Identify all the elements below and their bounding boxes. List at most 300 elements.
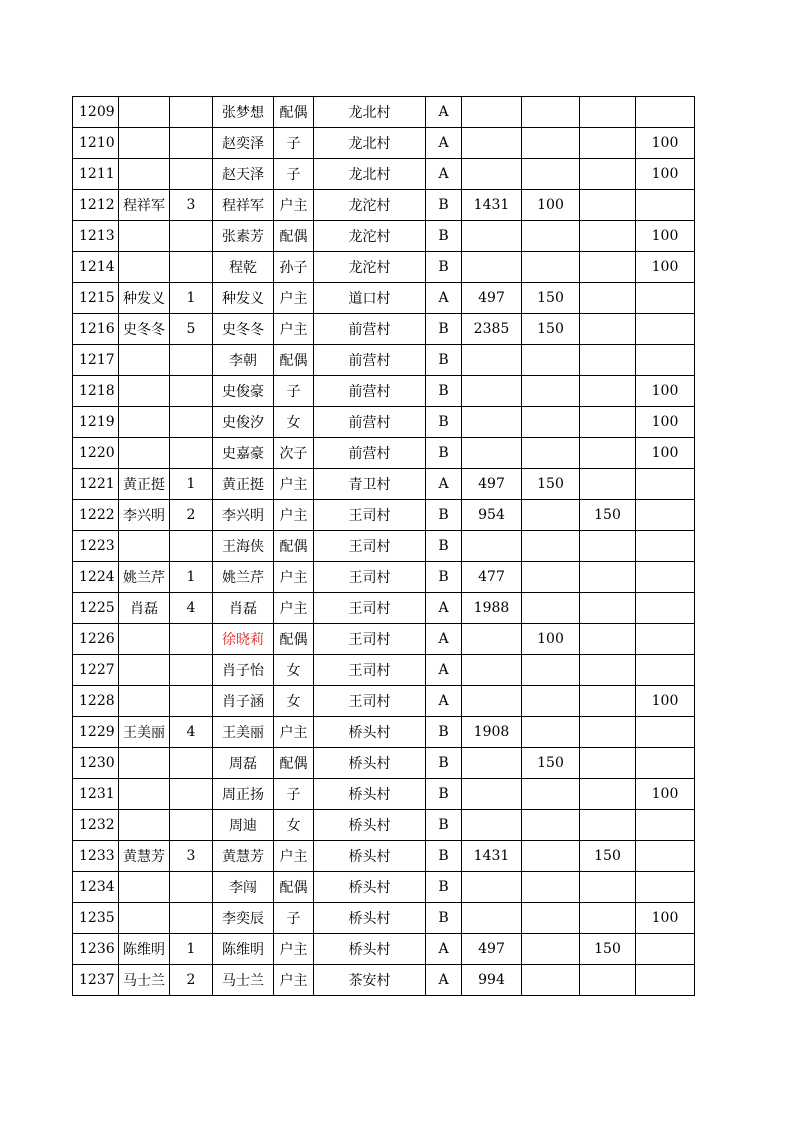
amount-1-cell (462, 221, 522, 252)
grade-cell: B (426, 562, 462, 593)
table-row (73, 345, 695, 376)
village-cell: 桥头村 (314, 717, 426, 748)
amount-1-cell: 477 (462, 562, 522, 593)
village-cell: 龙北村 (314, 97, 426, 128)
village-cell: 龙沱村 (314, 221, 426, 252)
grade-cell: B (426, 779, 462, 810)
table-row (73, 810, 695, 841)
relationship-cell: 户主 (274, 717, 314, 748)
village-cell: 龙沱村 (314, 190, 426, 221)
household-head-cell (119, 438, 170, 469)
amount-2-cell (522, 686, 580, 717)
amount-2-cell (522, 407, 580, 438)
row-number-cell: 1222 (73, 500, 119, 531)
relationship-cell: 配偶 (274, 97, 314, 128)
village-cell: 王司村 (314, 562, 426, 593)
amount-4-cell: 100 (636, 221, 695, 252)
household-size-cell: 1 (170, 934, 213, 965)
row-number-cell: 1216 (73, 314, 119, 345)
amount-3-cell (580, 469, 636, 500)
household-size-cell: 3 (170, 190, 213, 221)
amount-3-cell (580, 407, 636, 438)
amount-3-cell: 150 (580, 500, 636, 531)
household-size-cell: 1 (170, 469, 213, 500)
amount-4-cell: 100 (636, 376, 695, 407)
household-size-cell (170, 903, 213, 934)
member-name-cell: 肖磊 (213, 593, 274, 624)
amount-1-cell (462, 748, 522, 779)
relationship-cell: 配偶 (274, 531, 314, 562)
grade-cell: B (426, 748, 462, 779)
amount-4-cell (636, 469, 695, 500)
amount-4-cell (636, 593, 695, 624)
grade-cell: B (426, 717, 462, 748)
household-size-cell (170, 438, 213, 469)
amount-1-cell (462, 655, 522, 686)
row-number-cell: 1234 (73, 872, 119, 903)
household-size-cell: 2 (170, 500, 213, 531)
grade-cell: B (426, 190, 462, 221)
household-head-cell (119, 407, 170, 438)
table-row (73, 128, 695, 159)
amount-2-cell: 100 (522, 190, 580, 221)
village-cell: 青卫村 (314, 469, 426, 500)
row-number-cell: 1236 (73, 934, 119, 965)
relationship-cell: 子 (274, 903, 314, 934)
relationship-cell: 户主 (274, 593, 314, 624)
amount-2-cell (522, 438, 580, 469)
member-name-cell: 赵奕泽 (213, 128, 274, 159)
village-cell: 王司村 (314, 655, 426, 686)
grade-cell: A (426, 686, 462, 717)
amount-2-cell (522, 221, 580, 252)
household-head-cell (119, 748, 170, 779)
village-cell: 龙北村 (314, 159, 426, 190)
amount-2-cell: 150 (522, 314, 580, 345)
amount-1-cell (462, 810, 522, 841)
household-head-cell (119, 903, 170, 934)
amount-1-cell: 1988 (462, 593, 522, 624)
table-row (73, 314, 695, 345)
member-name-cell: 王美丽 (213, 717, 274, 748)
amount-2-cell (522, 562, 580, 593)
amount-1-cell (462, 531, 522, 562)
grade-cell: B (426, 872, 462, 903)
household-size-cell: 2 (170, 965, 213, 996)
amount-3-cell (580, 97, 636, 128)
member-name-cell: 周迪 (213, 810, 274, 841)
household-head-cell: 史冬冬 (119, 314, 170, 345)
amount-3-cell (580, 159, 636, 190)
household-size-cell (170, 531, 213, 562)
amount-4-cell: 100 (636, 128, 695, 159)
village-cell: 王司村 (314, 686, 426, 717)
grade-cell: A (426, 159, 462, 190)
amount-1-cell (462, 686, 522, 717)
relationship-cell: 配偶 (274, 872, 314, 903)
amount-4-cell: 100 (636, 438, 695, 469)
table-body (73, 97, 695, 996)
household-head-cell (119, 779, 170, 810)
amount-1-cell (462, 779, 522, 810)
village-cell: 桥头村 (314, 810, 426, 841)
table-row (73, 965, 695, 996)
amount-2-cell: 150 (522, 283, 580, 314)
amount-1-cell: 497 (462, 934, 522, 965)
table-row (73, 531, 695, 562)
household-size-cell (170, 159, 213, 190)
household-size-cell (170, 252, 213, 283)
household-size-cell (170, 810, 213, 841)
amount-1-cell: 2385 (462, 314, 522, 345)
amount-2-cell (522, 252, 580, 283)
member-name-cell: 李闯 (213, 872, 274, 903)
amount-1-cell: 1908 (462, 717, 522, 748)
household-head-cell: 王美丽 (119, 717, 170, 748)
amount-2-cell (522, 345, 580, 376)
grade-cell: B (426, 500, 462, 531)
village-cell: 桥头村 (314, 934, 426, 965)
row-number-cell: 1225 (73, 593, 119, 624)
amount-4-cell (636, 97, 695, 128)
table-row (73, 159, 695, 190)
household-size-cell: 5 (170, 314, 213, 345)
amount-1-cell (462, 624, 522, 655)
household-head-cell (119, 252, 170, 283)
amount-4-cell (636, 562, 695, 593)
amount-2-cell: 150 (522, 748, 580, 779)
amount-3-cell (580, 965, 636, 996)
table-row (73, 221, 695, 252)
relationship-cell: 女 (274, 810, 314, 841)
relationship-cell: 户主 (274, 314, 314, 345)
amount-1-cell (462, 872, 522, 903)
row-number-cell: 1233 (73, 841, 119, 872)
amount-3-cell: 150 (580, 841, 636, 872)
village-cell: 前营村 (314, 438, 426, 469)
row-number-cell: 1211 (73, 159, 119, 190)
grade-cell: B (426, 345, 462, 376)
member-name-cell: 周正扬 (213, 779, 274, 810)
amount-2-cell (522, 934, 580, 965)
household-size-cell (170, 97, 213, 128)
member-name-cell: 程祥军 (213, 190, 274, 221)
amount-4-cell: 100 (636, 407, 695, 438)
amount-1-cell (462, 345, 522, 376)
table-row (73, 407, 695, 438)
member-name-cell: 李朝 (213, 345, 274, 376)
relationship-cell: 户主 (274, 934, 314, 965)
household-head-cell: 马士兰 (119, 965, 170, 996)
amount-4-cell: 100 (636, 903, 695, 934)
relationship-cell: 子 (274, 159, 314, 190)
amount-3-cell (580, 314, 636, 345)
relationship-cell: 户主 (274, 283, 314, 314)
grade-cell: B (426, 903, 462, 934)
village-cell: 龙北村 (314, 128, 426, 159)
amount-1-cell (462, 252, 522, 283)
relationship-cell: 次子 (274, 438, 314, 469)
relationship-cell: 配偶 (274, 624, 314, 655)
member-name-cell: 种发义 (213, 283, 274, 314)
amount-2-cell: 100 (522, 624, 580, 655)
table-row (73, 252, 695, 283)
household-size-cell: 3 (170, 841, 213, 872)
amount-1-cell (462, 438, 522, 469)
household-size-cell (170, 686, 213, 717)
relationship-cell: 配偶 (274, 748, 314, 779)
grade-cell: A (426, 283, 462, 314)
row-number-cell: 1228 (73, 686, 119, 717)
amount-3-cell (580, 531, 636, 562)
household-head-cell (119, 345, 170, 376)
household-size-cell (170, 748, 213, 779)
grade-cell: B (426, 531, 462, 562)
grade-cell: A (426, 655, 462, 686)
village-cell: 龙沱村 (314, 252, 426, 283)
relationship-cell: 户主 (274, 190, 314, 221)
amount-2-cell (522, 779, 580, 810)
amount-2-cell (522, 655, 580, 686)
grade-cell: B (426, 252, 462, 283)
household-head-cell (119, 810, 170, 841)
amount-4-cell (636, 965, 695, 996)
amount-2-cell (522, 531, 580, 562)
household-head-cell (119, 159, 170, 190)
relationship-cell: 女 (274, 686, 314, 717)
row-number-cell: 1212 (73, 190, 119, 221)
village-cell: 桥头村 (314, 841, 426, 872)
member-name-cell: 陈维明 (213, 934, 274, 965)
village-cell: 前营村 (314, 345, 426, 376)
village-cell: 王司村 (314, 593, 426, 624)
member-name-cell: 史冬冬 (213, 314, 274, 345)
amount-4-cell (636, 314, 695, 345)
amount-3-cell (580, 376, 636, 407)
village-cell: 桥头村 (314, 903, 426, 934)
amount-1-cell (462, 97, 522, 128)
amount-3-cell (580, 128, 636, 159)
relationship-cell: 子 (274, 779, 314, 810)
grade-cell: A (426, 593, 462, 624)
household-size-cell (170, 345, 213, 376)
amount-3-cell (580, 810, 636, 841)
relationship-cell: 户主 (274, 469, 314, 500)
row-number-cell: 1221 (73, 469, 119, 500)
grade-cell: A (426, 965, 462, 996)
grade-cell: B (426, 841, 462, 872)
household-size-cell (170, 655, 213, 686)
village-cell: 王司村 (314, 624, 426, 655)
amount-4-cell: 100 (636, 252, 695, 283)
relationship-cell: 孙子 (274, 252, 314, 283)
relationship-cell: 户主 (274, 965, 314, 996)
amount-3-cell (580, 717, 636, 748)
household-head-cell (119, 872, 170, 903)
amount-2-cell (522, 97, 580, 128)
grade-cell: A (426, 624, 462, 655)
grade-cell: B (426, 438, 462, 469)
amount-3-cell (580, 190, 636, 221)
amount-3-cell (580, 562, 636, 593)
household-size-cell (170, 128, 213, 159)
household-size-cell (170, 624, 213, 655)
amount-3-cell (580, 872, 636, 903)
member-name-cell: 张梦想 (213, 97, 274, 128)
household-head-cell: 李兴明 (119, 500, 170, 531)
village-cell: 王司村 (314, 500, 426, 531)
amount-3-cell (580, 686, 636, 717)
table-row (73, 872, 695, 903)
amount-1-cell: 1431 (462, 841, 522, 872)
amount-4-cell: 100 (636, 159, 695, 190)
member-name-cell: 张素芳 (213, 221, 274, 252)
row-number-cell: 1223 (73, 531, 119, 562)
relationship-cell: 子 (274, 376, 314, 407)
household-size-cell (170, 779, 213, 810)
household-head-cell (119, 624, 170, 655)
amount-3-cell (580, 748, 636, 779)
member-name-cell: 马士兰 (213, 965, 274, 996)
amount-2-cell (522, 810, 580, 841)
amount-4-cell (636, 500, 695, 531)
amount-3-cell (580, 345, 636, 376)
grade-cell: A (426, 934, 462, 965)
amount-2-cell (522, 593, 580, 624)
table-row (73, 593, 695, 624)
grade-cell: B (426, 407, 462, 438)
member-name-cell: 肖子涵 (213, 686, 274, 717)
table-row (73, 655, 695, 686)
member-name-cell: 李兴明 (213, 500, 274, 531)
relationship-cell: 户主 (274, 500, 314, 531)
amount-1-cell (462, 159, 522, 190)
grade-cell: B (426, 376, 462, 407)
table-row (73, 283, 695, 314)
row-number-cell: 1219 (73, 407, 119, 438)
table-row (73, 903, 695, 934)
amount-4-cell (636, 810, 695, 841)
table-row (73, 717, 695, 748)
grade-cell: B (426, 314, 462, 345)
household-size-cell (170, 872, 213, 903)
household-size-cell: 4 (170, 593, 213, 624)
grade-cell: A (426, 469, 462, 500)
amount-4-cell (636, 624, 695, 655)
amount-1-cell: 994 (462, 965, 522, 996)
household-size-cell: 4 (170, 717, 213, 748)
row-number-cell: 1215 (73, 283, 119, 314)
amount-2-cell (522, 872, 580, 903)
amount-2-cell (522, 500, 580, 531)
household-head-cell (119, 531, 170, 562)
grade-cell: B (426, 221, 462, 252)
amount-4-cell: 100 (636, 686, 695, 717)
amount-2-cell (522, 841, 580, 872)
village-cell: 茶安村 (314, 965, 426, 996)
relationship-cell: 配偶 (274, 345, 314, 376)
member-name-cell: 黄正挺 (213, 469, 274, 500)
amount-4-cell (636, 934, 695, 965)
amount-3-cell (580, 438, 636, 469)
amount-1-cell (462, 376, 522, 407)
member-name-cell: 姚兰芹 (213, 562, 274, 593)
household-head-cell: 种发义 (119, 283, 170, 314)
member-name-cell: 周磊 (213, 748, 274, 779)
row-number-cell: 1214 (73, 252, 119, 283)
household-head-cell (119, 97, 170, 128)
amount-1-cell: 954 (462, 500, 522, 531)
row-number-cell: 1232 (73, 810, 119, 841)
amount-3-cell (580, 283, 636, 314)
relationship-cell: 子 (274, 128, 314, 159)
household-head-cell (119, 221, 170, 252)
household-head-cell: 陈维明 (119, 934, 170, 965)
village-cell: 桥头村 (314, 748, 426, 779)
member-name-cell: 黄慧芳 (213, 841, 274, 872)
relationship-cell: 户主 (274, 841, 314, 872)
member-name-cell: 赵天泽 (213, 159, 274, 190)
household-size-cell (170, 221, 213, 252)
row-number-cell: 1230 (73, 748, 119, 779)
table-row (73, 438, 695, 469)
amount-2-cell (522, 965, 580, 996)
household-head-cell (119, 655, 170, 686)
amount-3-cell (580, 903, 636, 934)
village-cell: 道口村 (314, 283, 426, 314)
row-number-cell: 1235 (73, 903, 119, 934)
relationship-cell: 配偶 (274, 221, 314, 252)
member-name-cell: 史俊汐 (213, 407, 274, 438)
member-name-cell: 程乾 (213, 252, 274, 283)
member-name-cell: 李奕辰 (213, 903, 274, 934)
amount-2-cell: 150 (522, 469, 580, 500)
amount-4-cell (636, 190, 695, 221)
grade-cell: A (426, 128, 462, 159)
household-head-cell: 黄正挺 (119, 469, 170, 500)
row-number-cell: 1229 (73, 717, 119, 748)
amount-3-cell (580, 655, 636, 686)
row-number-cell: 1217 (73, 345, 119, 376)
household-size-cell: 1 (170, 562, 213, 593)
table-row (73, 190, 695, 221)
table-row (73, 97, 695, 128)
amount-3-cell: 150 (580, 934, 636, 965)
household-size-cell (170, 407, 213, 438)
amount-4-cell (636, 345, 695, 376)
member-name-cell: 徐晓莉 (213, 624, 274, 655)
amount-4-cell (636, 717, 695, 748)
amount-1-cell (462, 128, 522, 159)
amount-4-cell (636, 748, 695, 779)
table-row (73, 562, 695, 593)
amount-2-cell (522, 159, 580, 190)
member-name-cell: 肖子怡 (213, 655, 274, 686)
household-head-cell (119, 686, 170, 717)
row-number-cell: 1227 (73, 655, 119, 686)
member-name-cell: 史俊豪 (213, 376, 274, 407)
relationship-cell: 女 (274, 407, 314, 438)
table-row (73, 500, 695, 531)
row-number-cell: 1226 (73, 624, 119, 655)
row-number-cell: 1213 (73, 221, 119, 252)
amount-1-cell (462, 903, 522, 934)
amount-4-cell (636, 655, 695, 686)
household-head-cell (119, 128, 170, 159)
amount-3-cell (580, 779, 636, 810)
amount-2-cell (522, 903, 580, 934)
amount-3-cell (580, 252, 636, 283)
